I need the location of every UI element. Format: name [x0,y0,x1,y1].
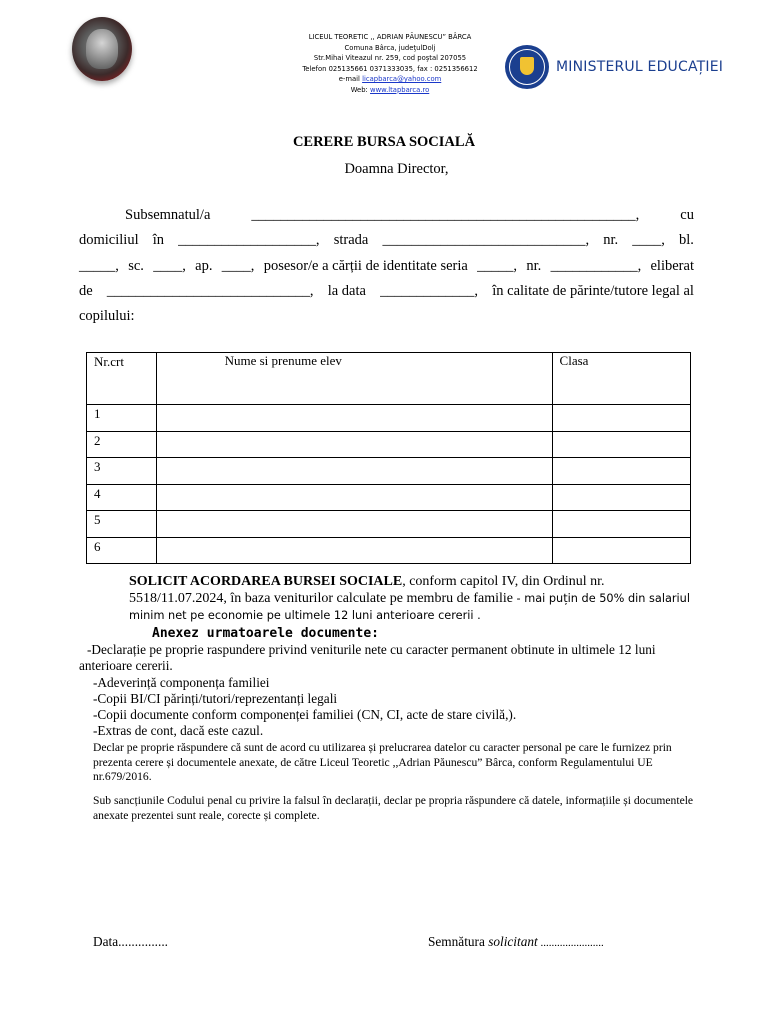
request-bold: SOLICIT ACORDAREA BURSEI SOCIALE [129,574,403,589]
locality-blank[interactable]: ___________________, [178,232,320,249]
school-commune: Comuna Bârca, judeţulDolj [344,43,436,52]
header-nr-crt: Nr.crt [87,353,157,405]
signature-blank[interactable]: ....................... [537,937,604,949]
date-field [93,934,168,950]
table-row: 5 [87,511,691,538]
issued-by-blank[interactable]: ____________________________, [106,282,314,299]
school-phone: Telefon 025135661 0371333035, fax : 0251356612 [302,64,478,73]
table-row: 6 [87,537,691,564]
student-name-cell[interactable] [156,537,552,564]
school-address: Str.Mihai Viteazul nr. 259, cod poştal 207055 [313,54,467,62]
penal-statement-text: Sub sancțiunile Codului penal cu privire la falsul în declarații, declar pe propria răspundere că datele, informațiile și documentele anexate prezentei sunt reale, corecte și complete. [93,794,694,822]
applicant-form-paragraph [79,203,694,329]
student-name-cell[interactable] [156,484,552,511]
gdpr-consent-text: Declar pe proprie răspundere că sunt de acord cu utilizarea și prelucrarea datelor cu caracter personal pe care le furnizez prin prezenta cerere și documentele anexate, de către Liceul Teoretic ,,Adrian Păunescu” Bârca, conform Regulamentului UE nr.679/2016. [93,741,672,783]
students-table [86,352,691,564]
list-item: -Copii BI/CI părinți/tutori/reprezentanți legali [93,690,338,706]
school-name: LICEUL TEORETIC ,, ADRIAN PĂUNESCU” BÂRCA [308,33,472,41]
id-number-blank[interactable]: ____________, [550,257,642,274]
class-cell[interactable] [552,484,690,511]
block-blank[interactable]: _____, [79,257,119,274]
class-cell[interactable] [552,537,690,564]
list-item: -Adeverință componența familiei [93,674,270,690]
name-blank[interactable]: _____________________________________________________, [251,207,640,223]
school-email-line: e-mail licapbarca@yahoo.com [338,75,442,83]
table-row: 1 [87,405,691,432]
government-emblem-icon [505,45,549,89]
school-seal-logo [72,17,132,81]
form-line-2: domiciliul în ___________________, strada ____________________________, nr. ____, bl. [79,228,694,253]
signature-label-italic: solicitant [488,934,538,949]
student-name-cell[interactable] [156,405,552,432]
signature-field [428,934,604,950]
list-item: -Declarație pe proprie raspundere privind veniturile nete cu caracter permanent obtinute in ultimele 12 luni anterioare cererii. [79,642,656,674]
documents-list [79,642,694,740]
web-link[interactable]: www.ltapbarca.ro [370,85,430,94]
apartment-blank[interactable]: ____, [221,257,255,274]
request-statement [129,573,699,624]
class-cell[interactable] [552,405,690,432]
table-row: 4 [87,484,691,511]
list-item: -Extras de cont, dacă este cazul. [93,723,264,739]
date-label: Data [93,934,119,949]
date-blank[interactable]: ............... [118,934,168,949]
salutation: Doamna Director, [344,161,449,177]
class-cell[interactable] [552,511,690,538]
street-blank[interactable]: ____________________________, [382,232,590,249]
student-name-cell[interactable] [156,511,552,538]
table-header-row [87,353,691,405]
document-title: CERERE BURSA SOCIALĂ [292,134,476,150]
student-name-cell[interactable] [156,431,552,458]
table-row: 2 [87,431,691,458]
student-name-cell[interactable] [156,458,552,485]
school-info-block [260,32,520,95]
class-cell[interactable] [552,431,690,458]
request-text: , conform capitol IV, din Ordinul nr. 5518/11.07.2024, în baza veniturilor calculate pe membru de familie [129,574,605,606]
form-line-1: Subsemnatul/a _____________________________________________________, cu [79,203,694,228]
form-line-4: de ____________________________, la data _____________, în calitate de părinte/tutore legal al [79,279,694,304]
ministry-name: MINISTERUL EDUCAȚIEI [556,59,724,75]
header-student-name: Nume si prenume elev [156,353,552,405]
table-row: 3 [87,458,691,485]
number-blank[interactable]: ____, [632,232,665,249]
email-link[interactable]: licapbarca@yahoo.com [362,75,442,83]
annex-heading: Anexez urmatoarele documente: [152,626,379,641]
stair-blank[interactable]: ____, [153,257,186,274]
form-line-5: copilului: [79,308,135,325]
signature-label: Semnătura [428,934,489,949]
list-item: -Copii documente conform componenței familiei (CN, CI, acte de stare civilă,). [93,707,517,723]
form-line-3: _____, sc. ____, ap. ____, posesor/e a cărții de identitate seria _____, nr. ____________, eliberat [79,254,694,279]
request-condition: - mai puțin de 50% din salariul minim net pe economie pe ultimele 12 luni anterioare cererii . [129,592,690,622]
header-class: Clasa [552,353,690,405]
id-series-blank[interactable]: _____, [477,257,518,274]
class-cell[interactable] [552,458,690,485]
issue-date-blank[interactable]: _____________, [380,282,479,299]
school-web-line: Web: www.ltapbarca.ro [350,85,430,94]
